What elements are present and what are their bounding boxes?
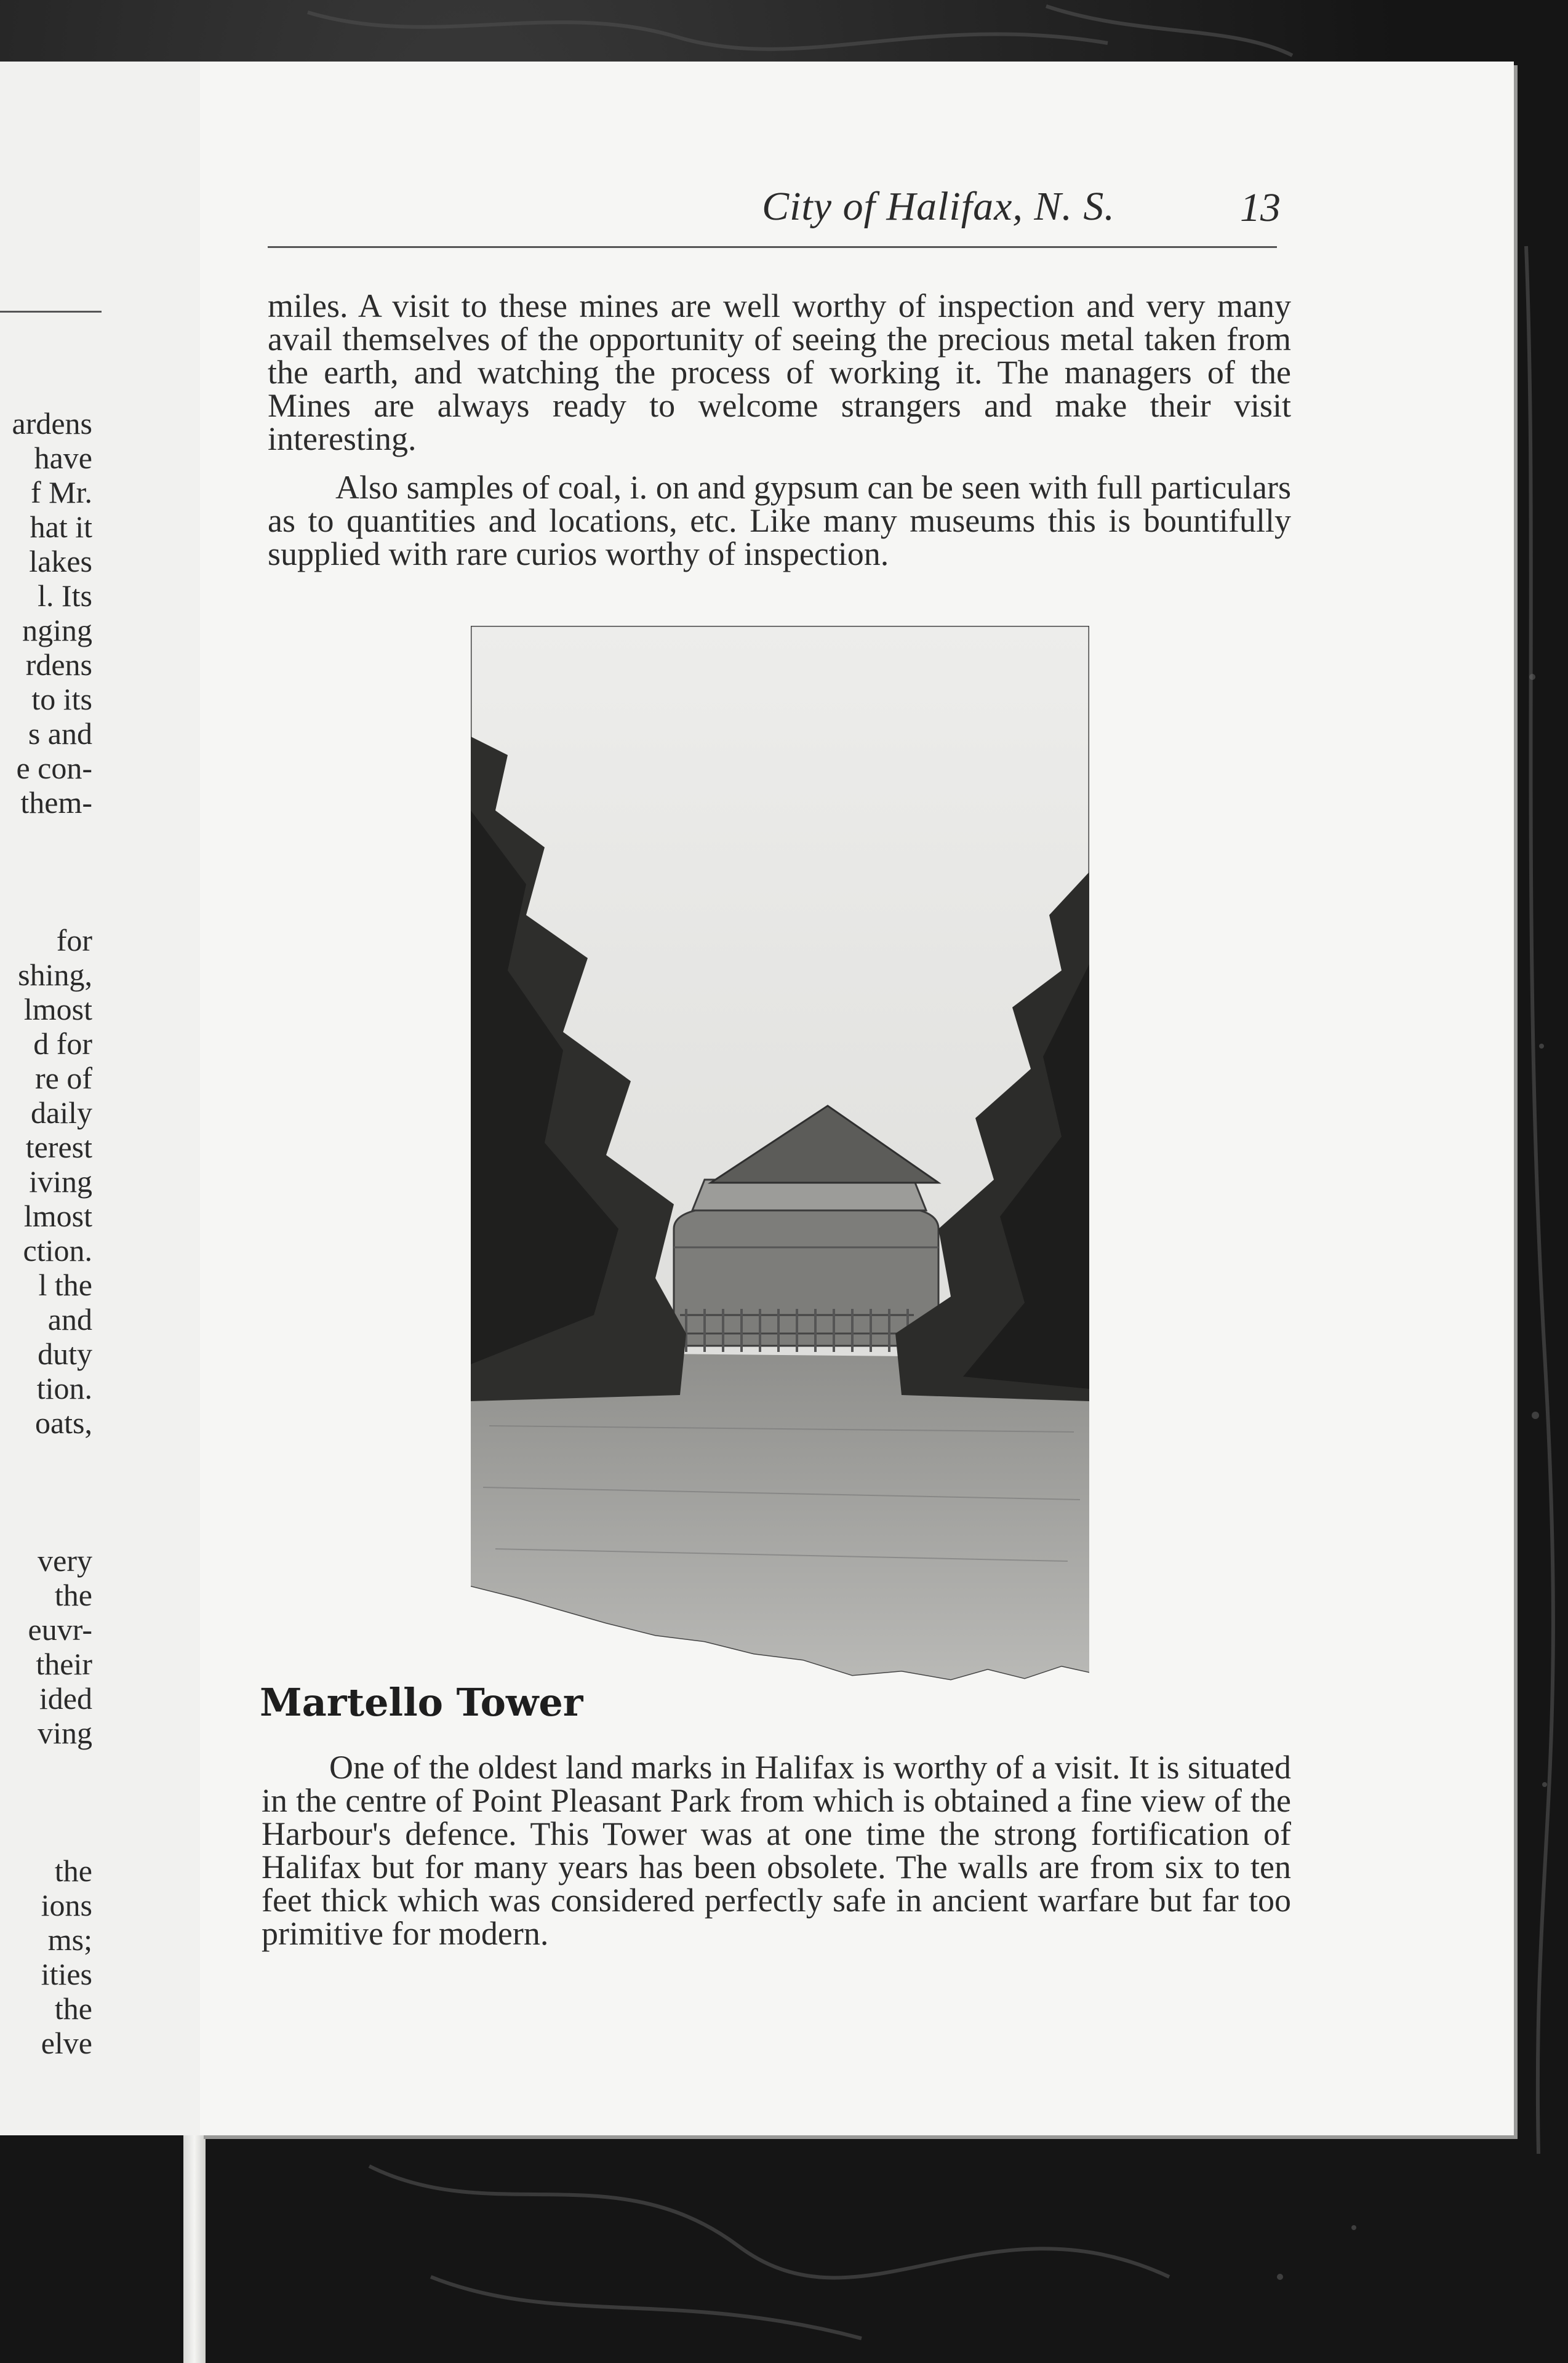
paragraph-museum: Also samples of coal, i. on and gypsum can be seen with full particulars as to quantities and locations, etc. Like many museums this is bountifully supplied with rare curios worthy of inspection. (268, 469, 1291, 572)
paragraph-mines: miles. A visit to these mines are well worthy of inspection and very many avail themselves of the opportunity of seeing the precious metal taken from the earth, and watching the process of working it. The managers of the Mines are always ready to welcome strangers and make their visit interesting. (268, 287, 1291, 457)
left-page-text: ardens have f Mr. hat it lakes l. Its nging rdens to its s and e con- them- for shing, lmost d for re of daily terest iving lmost ction. l the and duty tion. oats, very the euvr- their ided ving the ions ms; ities the elve (12, 406, 92, 2060)
paragraph-martello-tower: One of the oldest land marks in Halifax is worthy of a visit. It is situated in the centre of Point Pleasant Park from which is obtained a fine view of the Harbour's defence. This Tower was at one time the strong fortification of Halifax but for many years has been obsolete. The walls are from six to ten feet thick which was considered perfectly safe in ancient warfare but far too primitive for modern. (262, 1749, 1291, 1952)
page-number: 13 (1240, 185, 1281, 230)
book-page (200, 62, 1514, 2135)
martello-tower-photo (471, 626, 1089, 1681)
left-page-rule (0, 311, 102, 313)
section-heading-martello-tower: Martello Tower (260, 1680, 583, 1725)
running-head: City of Halifax, N. S. (762, 184, 1115, 229)
header-rule (268, 246, 1277, 248)
left-facing-page (0, 62, 202, 2135)
